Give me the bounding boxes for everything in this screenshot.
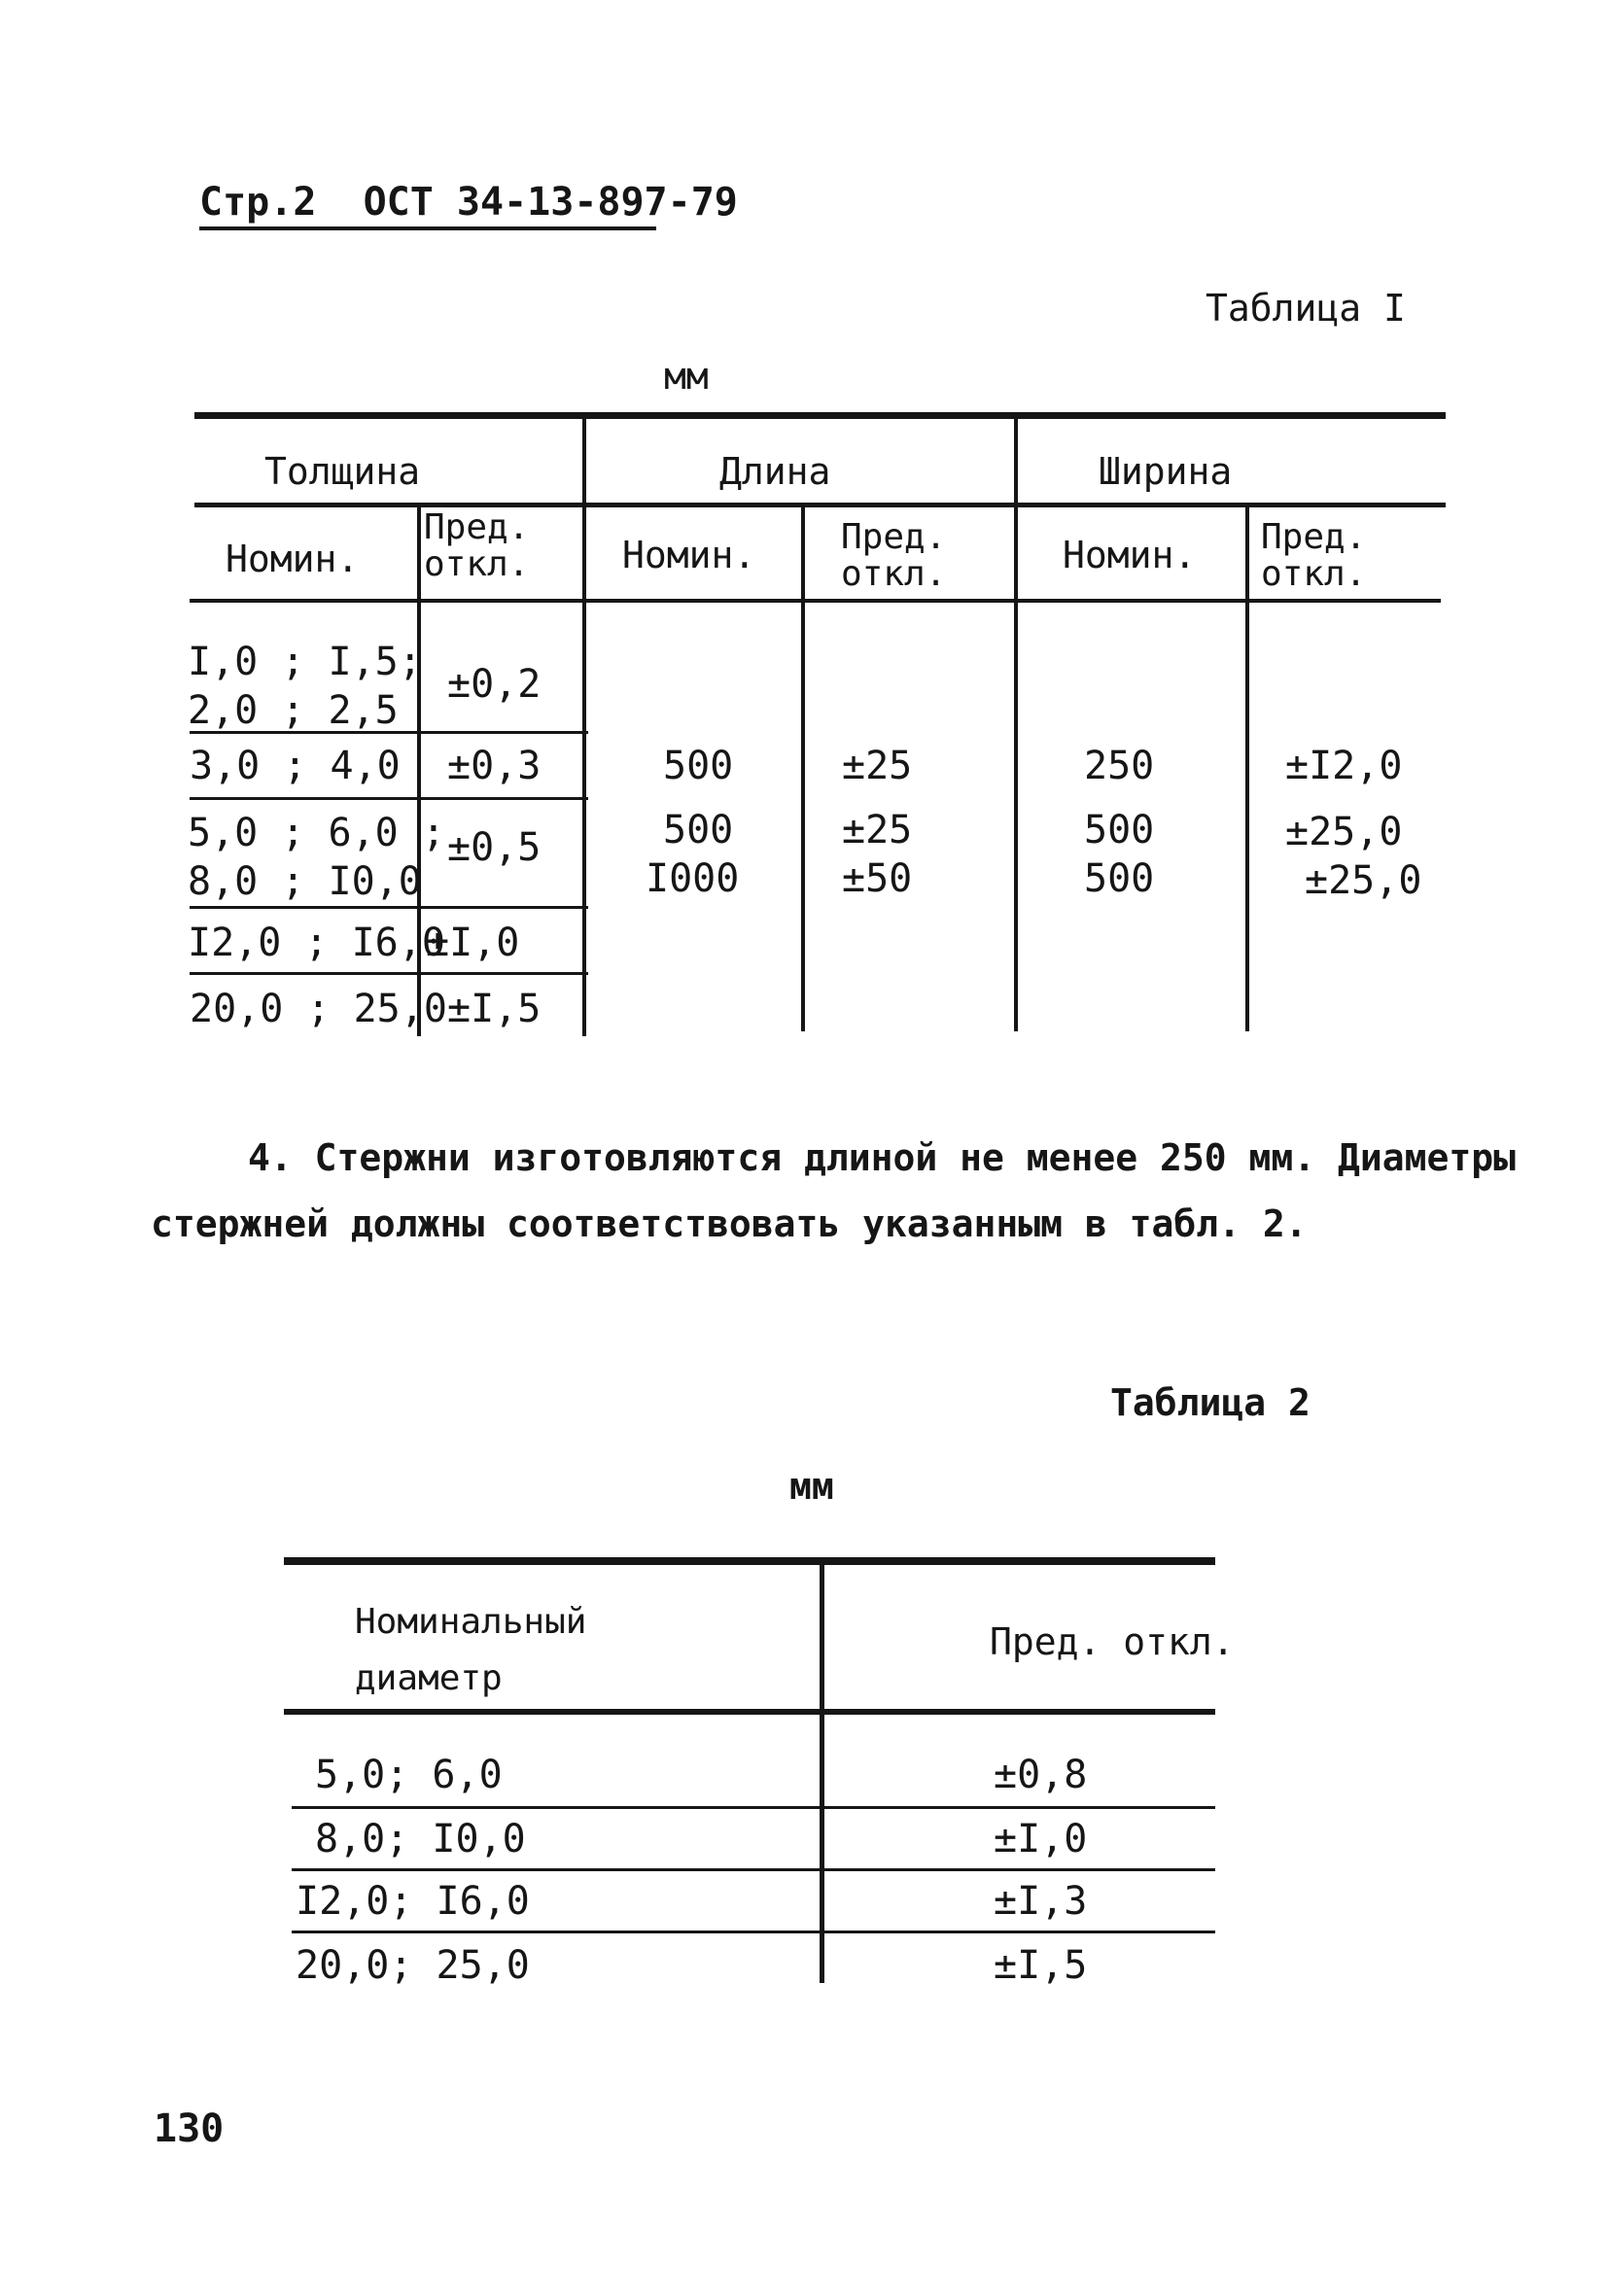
table1-thk-dev-4: ±I,0 — [426, 921, 520, 965]
table1-caption: Таблица I — [1206, 287, 1406, 330]
table2-row3-dev: ±I,3 — [994, 1879, 1088, 1924]
table1-len-dev-3: ±50 — [842, 856, 913, 901]
table1-sub-thickness-nom: Номин. — [226, 538, 360, 580]
table2-row3-nom: I2,0; I6,0 — [296, 1879, 530, 1924]
table2-col2-header: Пред. откл. — [990, 1620, 1235, 1663]
table1-thk-nom-5: 20,0 ; 25,0 — [190, 987, 447, 1031]
table1-top-rule — [194, 412, 1446, 419]
table2-row4-nom: 20,0; 25,0 — [296, 1943, 530, 1988]
table2-vline — [820, 1563, 824, 1983]
table1-head-rule — [190, 599, 1441, 603]
table1-thk-dev-5: ±I,5 — [447, 987, 542, 1031]
table2-row-rule-1 — [292, 1806, 1215, 1809]
table1-sub-width-dev: Пред. откл. — [1261, 517, 1367, 594]
table1-len-dev-1: ±25 — [842, 744, 913, 788]
table2-col1-header: Номинальный диаметр — [355, 1602, 587, 1698]
table1-unit: мм — [664, 355, 709, 398]
table1-thk-dev-1: ±0,2 — [447, 662, 542, 707]
paragraph-line-1: 4. Стержни изготовляются длиной не менее 250 мм. Диаметры — [248, 1136, 1517, 1179]
table1-group-thickness: Толщина — [264, 450, 421, 493]
table1-len-dev-2: ±25 — [842, 808, 913, 852]
table1-len-nom-2: 500 — [663, 808, 734, 852]
table1-vline-5 — [1245, 505, 1249, 1031]
page-number: 130 — [154, 2106, 225, 2151]
table1-wid-dev-2: ±25,0 — [1285, 810, 1403, 854]
paragraph-line-2: стержней должны соответствовать указанным в табл. 2. — [151, 1202, 1308, 1245]
table1-wid-nom-1: 250 — [1084, 744, 1155, 788]
table2-row-rule-2 — [292, 1868, 1215, 1871]
table1-sub-thickness-dev: Пред. откл. — [424, 507, 530, 584]
table1-wid-dev-1: ±I2,0 — [1285, 744, 1403, 788]
table2-row2-nom: 8,0; I0,0 — [315, 1817, 526, 1861]
document-header: Стр.2 ОСТ 34-13-897-79 — [199, 180, 738, 225]
table1-vline-1 — [582, 419, 586, 1036]
table2-head-rule — [284, 1709, 1215, 1715]
table2-unit: мм — [789, 1465, 834, 1508]
table1-group-width: Ширина — [1099, 450, 1233, 493]
table2-top-rule — [284, 1557, 1215, 1565]
table1-group-length: Длина — [719, 450, 831, 493]
table1-sub-length-dev: Пред. откл. — [841, 517, 947, 594]
table2-caption: Таблица 2 — [1110, 1381, 1311, 1424]
table1-sub-length-nom: Номин. — [622, 534, 756, 576]
table2-row-rule-3 — [292, 1931, 1215, 1933]
table1-group-rule — [194, 503, 1446, 507]
table1-row-rule-2 — [190, 797, 588, 800]
table2-row4-dev: ±I,5 — [994, 1943, 1088, 1988]
table1-wid-nom-3: 500 — [1084, 856, 1155, 901]
table1-thk-nom-1: I,0 ; I,5; 2,0 ; 2,5 — [188, 640, 422, 733]
table1-thk-dev-3: ±0,5 — [447, 825, 542, 870]
table1-sub-width-nom: Номин. — [1063, 534, 1197, 576]
table1-vline-4 — [801, 505, 805, 1031]
table1-row-rule-3 — [190, 906, 588, 909]
table1-wid-nom-2: 500 — [1084, 808, 1155, 852]
table1-thk-nom-4: I2,0 ; I6,0 — [188, 921, 445, 965]
table2-row1-nom: 5,0; 6,0 — [315, 1753, 503, 1797]
header-underline — [199, 226, 656, 230]
table1-vline-2 — [1014, 419, 1018, 1031]
table1-len-nom-3: I000 — [646, 856, 740, 901]
table2-row1-dev: ±0,8 — [994, 1753, 1088, 1797]
table2-row2-dev: ±I,0 — [994, 1817, 1088, 1861]
table1-row-rule-4 — [190, 972, 588, 975]
table1-thk-dev-2: ±0,3 — [447, 744, 542, 788]
table1-thk-nom-3: 5,0 ; 6,0 ; 8,0 ; I0,0 — [188, 811, 445, 904]
table1-thk-nom-2: 3,0 ; 4,0 — [190, 744, 401, 788]
table1-len-nom-1: 500 — [663, 744, 734, 788]
table1-wid-dev-3: ±25,0 — [1305, 858, 1422, 903]
